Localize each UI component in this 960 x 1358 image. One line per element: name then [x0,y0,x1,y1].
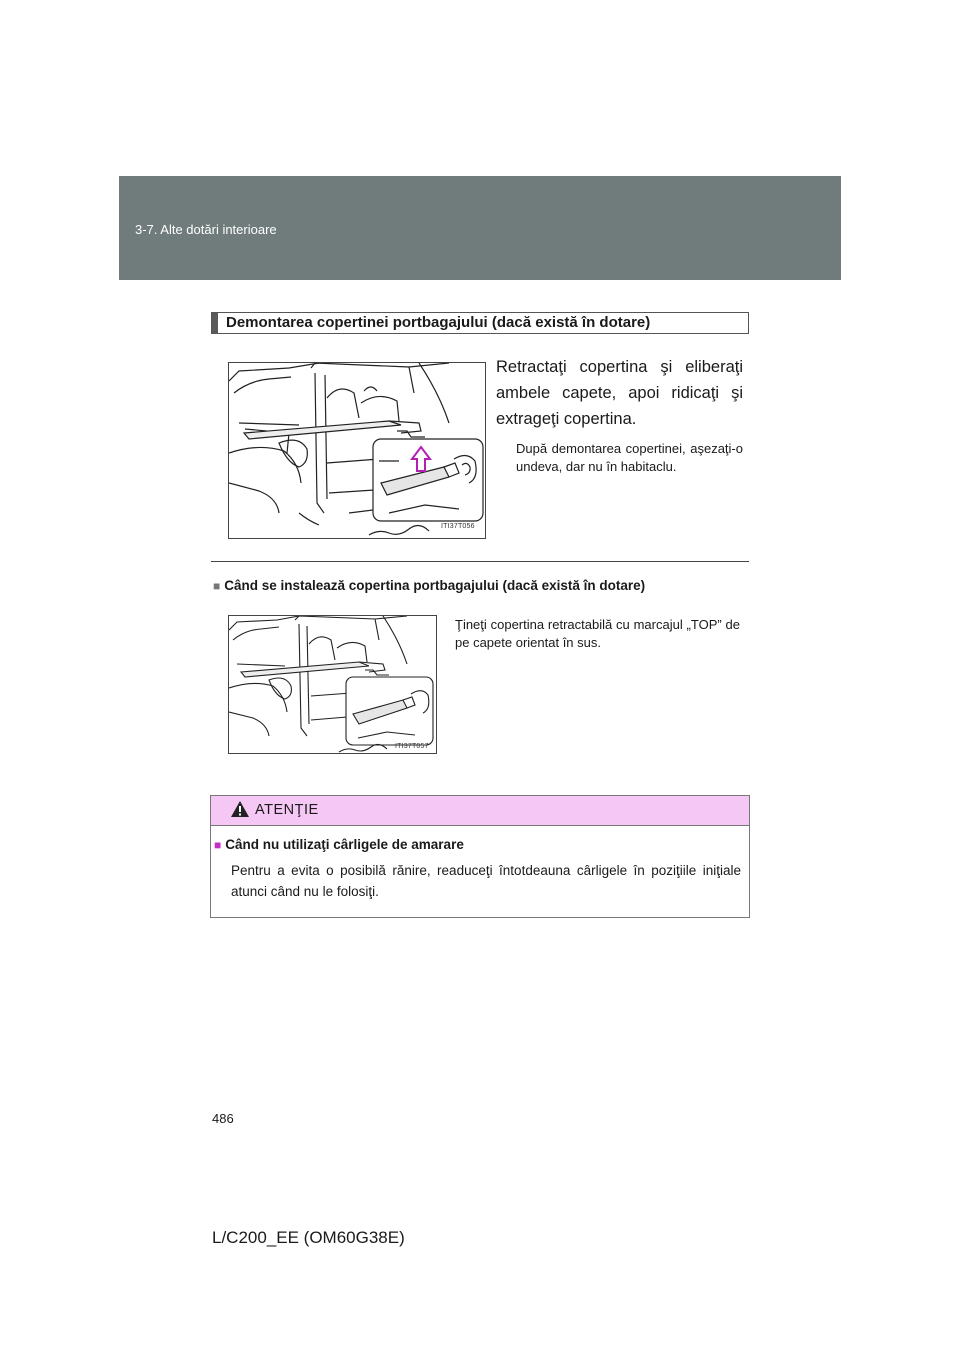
square-bullet-icon: ■ [213,579,221,593]
document-code: L/C200_EE (OM60G38E) [212,1228,405,1247]
page-number: 486 [212,1111,234,1126]
removal-instruction: Retractaţi copertina şi eliberaţi ambele capete, apoi ridicaţi şi extrageţi copertina. [496,358,743,428]
heading-bar [212,313,218,333]
caution-box [210,795,750,918]
cargo-cover-install-drawing [229,616,436,753]
install-heading [213,578,645,593]
removal-heading-box [211,312,749,334]
removal-illustration [228,362,486,539]
caution-subheading [214,837,464,852]
square-bullet-icon: ■ [214,838,222,852]
warning-triangle-icon [230,800,250,818]
install-heading-text: Când se instalează copertina portbagajului (dacă există în dotare) [224,578,646,593]
caution-title: ATENŢIE [255,802,319,818]
caution-text: Pentru a evita o posibilă rănire, readuceţi întotdeauna cârligele în poziţiile iniţiale atunci când nu le folosiţi. [231,863,741,899]
caution-header [211,796,749,826]
removal-note: După demontarea copertinei, aşezaţi-o undeva, dar nu în habitaclu. [516,441,743,474]
cargo-cover-removal-drawing [229,363,485,538]
install-text: Ţineţi copertina retractabilă cu marcajul „TOP” de pe capete orientat în sus. [455,617,740,650]
figure-code: ITI37T057 [395,743,429,750]
removal-heading: Demontarea copertinei portbagajului (dacă există în dotare) [226,314,651,331]
caution-subheading-text: Când nu utilizaţi cârligele de amarare [225,837,464,852]
install-illustration [228,615,437,754]
section-label: 3-7. Alte dotări interioare [135,222,277,237]
figure-code: ITI37T056 [441,523,475,530]
section-divider [211,561,749,562]
